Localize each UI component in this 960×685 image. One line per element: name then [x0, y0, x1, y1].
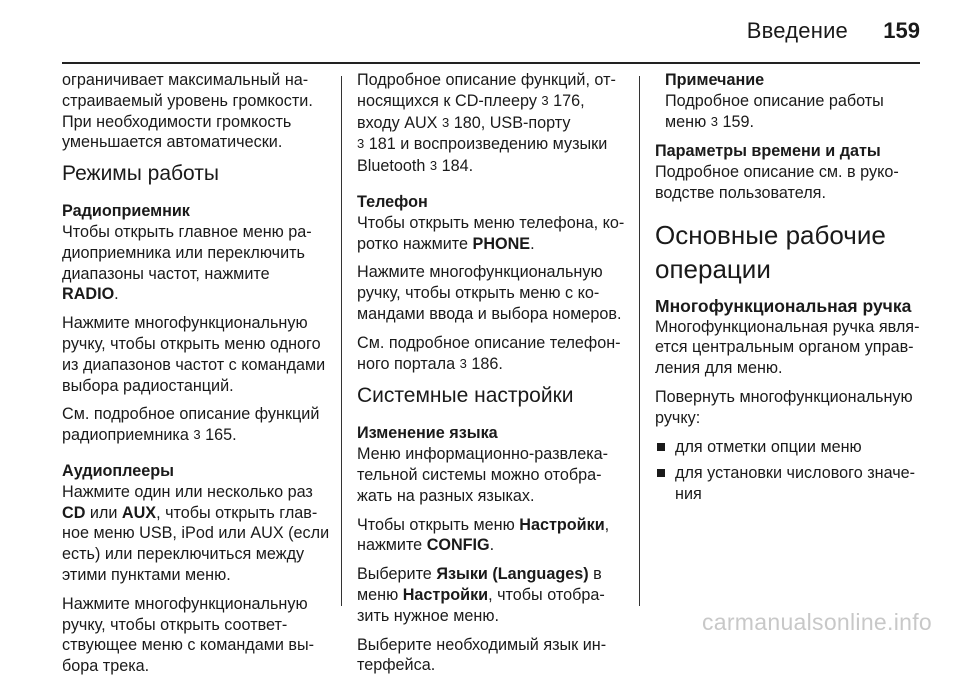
- section-heading: Режимы работы: [62, 162, 219, 186]
- list-item: для установки числового значе- ния: [655, 463, 935, 505]
- section-heading: Основные рабочие операции: [655, 219, 886, 284]
- page-number: 159: [883, 18, 920, 43]
- paragraph: См. подробное описание функций радиоприемника 3 165.: [62, 405, 320, 445]
- paragraph: Подробное описание функций, от- носящихся к CD-плееру 3 176, входу AUX 3 180, USB-порту 3 181 и воспроизведению музыки Bluetooth 3 184.: [357, 71, 616, 176]
- chapter-title: Введение: [746, 18, 848, 43]
- page-header: [0, 0, 960, 62]
- paragraph: Многофункциональная ручка явля- ется центральным органом управ- ления для меню.: [655, 317, 920, 378]
- column-divider: [639, 76, 640, 606]
- bullet-square-icon: [657, 443, 665, 451]
- page-ref-icon: 3: [193, 427, 201, 443]
- paragraph: Выберите Языки (Languages) в меню Настройки, чтобы отобра- зить нужное меню.: [357, 565, 605, 625]
- column-divider: [341, 76, 342, 606]
- paragraph: Нажмите многофункциональную ручку, чтобы открыть меню одного из диапазонов частот с командами выбора радиостанций.: [62, 314, 326, 395]
- note-text: Подробное описание работы меню 3 159.: [665, 91, 884, 131]
- paragraph: Чтобы открыть меню телефона, ко- ротко нажмите PHONE.: [357, 213, 625, 253]
- key-label: RADIO: [62, 285, 115, 304]
- page-ref-icon: 3: [541, 92, 549, 108]
- page-ref-icon: 3: [710, 113, 718, 129]
- column-3: [655, 70, 935, 511]
- paragraph: Выберите необходимый язык ин- терфейса.: [357, 635, 607, 675]
- column-2: [357, 70, 633, 684]
- page-ref-icon: 3: [441, 114, 450, 130]
- paragraph: См. подробное описание телефон- ного портала 3 186.: [357, 333, 621, 373]
- paragraph: Чтобы открыть главное меню ра- диоприемника или переключить диапазоны частот, нажмите RADIO.: [62, 222, 312, 304]
- column-1: [62, 70, 334, 685]
- page-ref-icon: 3: [459, 355, 467, 371]
- paragraph: Нажмите многофункциональную ручку, чтобы открыть меню с ко- мандами ввода и выбора номеров.: [357, 263, 622, 323]
- key-label: PHONE: [472, 234, 531, 253]
- intro-paragraph: ограничивает максимальный на- страиваемый уровень громкости. При необходимости громкость уменьшается автоматически.: [62, 71, 313, 152]
- paragraph: Повернуть многофункциональную ручку:: [655, 387, 913, 427]
- page-ref-icon: 3: [429, 158, 438, 174]
- paragraph: Нажмите один или несколько раз CD или AUX, чтобы открыть глав- ное меню USB, iPod или AUX (если есть) или переключиться между этими пунктами меню.: [62, 482, 330, 584]
- bullet-square-icon: [657, 469, 665, 477]
- subsection-heading: Многофункциональная ручка: [655, 295, 912, 316]
- paragraph: Подробное описание см. в руко- водстве пользователя.: [655, 163, 899, 202]
- subsection-heading: Параметры времени и даты: [655, 142, 881, 161]
- subsection-heading: Радиоприемник: [62, 202, 190, 221]
- paragraph: Нажмите многофункциональную ручку, чтобы открыть соответ- ствующее меню с командами вы- бора трека.: [62, 594, 315, 676]
- note-block: [655, 70, 935, 133]
- watermark: carmanualsonline.info: [701, 609, 932, 635]
- paragraph: Меню информационно-развлека- тельной системы можно отобра- жать на разных языках.: [357, 445, 609, 505]
- key-label: CONFIG: [426, 536, 490, 555]
- section-heading: Системные настройки: [357, 384, 574, 408]
- header-divider: [62, 62, 920, 64]
- note-title: Примечание: [665, 71, 765, 89]
- subsection-heading: Изменение языка: [357, 424, 498, 443]
- subsection-heading: Телефон: [357, 192, 428, 211]
- paragraph: Чтобы открыть меню Настройки, нажмите CONFIG.: [357, 515, 610, 555]
- list-item: для отметки опции меню: [655, 437, 935, 458]
- page-ref-icon: 3: [357, 136, 365, 152]
- bullet-list: [655, 437, 935, 505]
- subsection-heading: Аудиоплееры: [62, 461, 174, 480]
